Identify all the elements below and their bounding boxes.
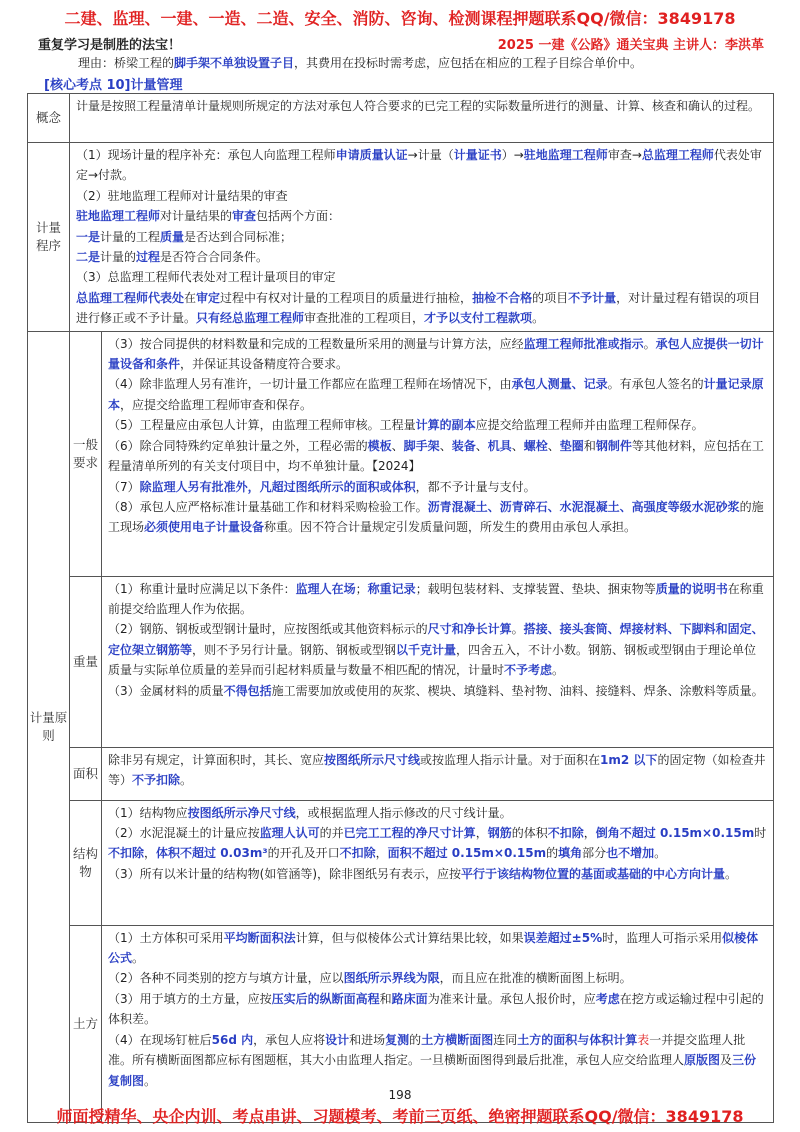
sub-label: 土方 [70, 925, 102, 1122]
procedure-text: （1）现场计量的程序补充：承包人向监理工程师申请质量认证→计量（计量证书）→驻地监理工程师审查→总监理工程师代表处审定→付款。 （2）驻地监理工程师对计量结果的审查 驻地监理工程师对计量结果的审查包括两个方面： 一是计量的工程质量是否达到合同标准； 二是计量的过程是否符合合同条件。 （3）总监理工程师代表处对工程计量项目的审定 总监理工程师代表处在审定过程中有权对计量的工程项目的质量进行抽检，抽检不合格的项目不予计量，对计量过程有错误的项目进行修正或不予计量。只有经总监理工程师审查批准的工程项目，才予以支付工程款项。 [70, 143, 774, 332]
sub-label: 一般要求 [70, 331, 102, 576]
table-row [28, 800, 774, 925]
sub-label: 面积 [70, 747, 102, 800]
top-banner: 二建、监理、一建、一造、二造、安全、消防、咨询、检测课程押题联系QQ/微信：3849178 [64, 9, 736, 28]
sub-label: 重量 [70, 576, 102, 747]
structure-text: （1）结构物应按图纸所示净尺寸线，或根据监理人指示修改的尺寸线计量。 （2）水泥混凝土的计量应按监理人认可的并已完工工程的净尺寸计算，钢筋的体积不扣除，倒角不超过 0.15m×0.15m时不扣除，体积不超过 0.03m³的开孔及开口不扣除，面积不超过 0.15m×0.15m的填角部分也不增加。 （3）所有以米计量的结构物(如管涵等)，除非图纸另有表示，应按平行于该结构物位置的基面或基础的中心方向计量。 [102, 800, 774, 925]
row-label: 概念 [28, 94, 70, 143]
earthwork-text: （1）土方体积可采用平均断面积法计算，但与似棱体公式计算结果比较，如果误差超过±5%时，监理人可指示采用似棱体公式。 （2）各种不同类别的挖方与填方计量，应以图纸所示界线为限，而且应在批准的横断面图上标明。 （3）用于填方的土方量，应按压实后的纵断面高程和路床面为准来计量。承包人报价时，应考虑在挖方或运输过程中引起的体积差。 （4）在现场钉桩后56d 内，承包人应将设计和进场复测的土方横断面图连同土方的面积与体积计算表一并提交监理人批准。所有横断面图都应标有图题框，其大小由监理人指定。一旦横断面图得到最后批准，承包人应交给监理人原版图及三份复制图。 [102, 925, 774, 1122]
section-title: [核心考点 10]计量管理 [44, 78, 183, 93]
weight-text: （1）称重计量时应满足以下条件：监理人在场；称重记录；载明包装材料、支撑装置、垫块、捆束物等质量的说明书在称重前提交给监理人作为依据。 （2）钢筋、钢板或型钢计量时，应按图纸或其他资料标示的尺寸和净长计算。搭接、接头套筒、焊接材料、下脚料和固定、定位架立钢筋等，则不予另行计量。钢筋、钢板或型钢以千克计量，四舍五入，不计小数。钢筋、钢板或型钢由于理论单位质量与实际单位质量的差异而引起材料质量与数量不相匹配的情况，计量时不予考虑。 （3）金属材料的质量不得包括施工需要加放或使用的灰浆、楔块、填缝料、垫衬物、油料、接缝料、焊条、涂敷料等质量。 [102, 576, 774, 747]
sub-header [38, 34, 764, 54]
table-row [28, 576, 774, 747]
table-row [28, 331, 774, 576]
row-label: 计量 程序 [28, 143, 70, 332]
concept-text: 计量是按照工程量清单计量规则所规定的方法对承包人符合要求的已完工程的实际数量所进行的测量、计算、核查和确认的过程。 [70, 94, 774, 143]
table-row [28, 143, 774, 332]
book-info: 2025 一建《公路》通关宝典 主讲人：李洪革 [497, 38, 764, 53]
table-row [28, 94, 774, 143]
page-number: 198 [388, 1088, 412, 1102]
motto: 重复学习是制胜的法宝！ [38, 38, 182, 53]
general-text: （3）按合同提供的材料数量和完成的工程数量所采用的测量与计算方法，应经监理工程师批准或指示。承包人应提供一切计量设备和条件，并保证其设备精度符合要求。 （4）除非监理人另有准许，一切计量工作都应在监理工程师在场情况下，由承包人测量、记录。有承包人签名的计量记录原本，应提交给监理工程师审查和保存。 （5）工程量应由承包人计算，由监理工程师审核。工程量计算的副本应提交给监理工程师并由监理工程师保存。 （6）除合同特殊约定单独计量之外，工程必需的模板、脚手架、装备、机具、螺栓、垫圈和钢制件等其他材料，应包括在工程量清单所列的有关支付项目中，均不单独计量。【2024】 （7）除监理人另有批准外，凡超过图纸所示的面积或体积，都不予计量与支付。 （8）承包人应严格标准计量基础工作和材料采购检验工作。沥青混凝土、沥青碎石、水泥混凝土、高强度等级水泥砂浆的施工现场必须使用电子计量设备称重。因不符合计量规定引发质量问题，所发生的费用由承包人承担。 [102, 331, 774, 576]
principles-label: 计量原则 [28, 331, 70, 1122]
table-row [28, 747, 774, 800]
sub-label: 结构物 [70, 800, 102, 925]
continuation-text: 理由：桥梁工程的脚手架不单独设置子目，其费用在投标时需考虑，应包括在相应的工程子目综合单价中。 [78, 56, 643, 70]
area-text: 除非另有规定，计算面积时，其长、宽应按图纸所示尺寸线或按监理人指示计量。对于面积在1m2 以下的固定物（如检查井等）不予扣除。 [102, 747, 774, 800]
bottom-banner: 师面授精华、央企内训、考点串讲、习题模考、考前三页纸、绝密押题联系QQ/微信：3849178 [56, 1107, 744, 1126]
measurement-table [27, 93, 774, 1123]
